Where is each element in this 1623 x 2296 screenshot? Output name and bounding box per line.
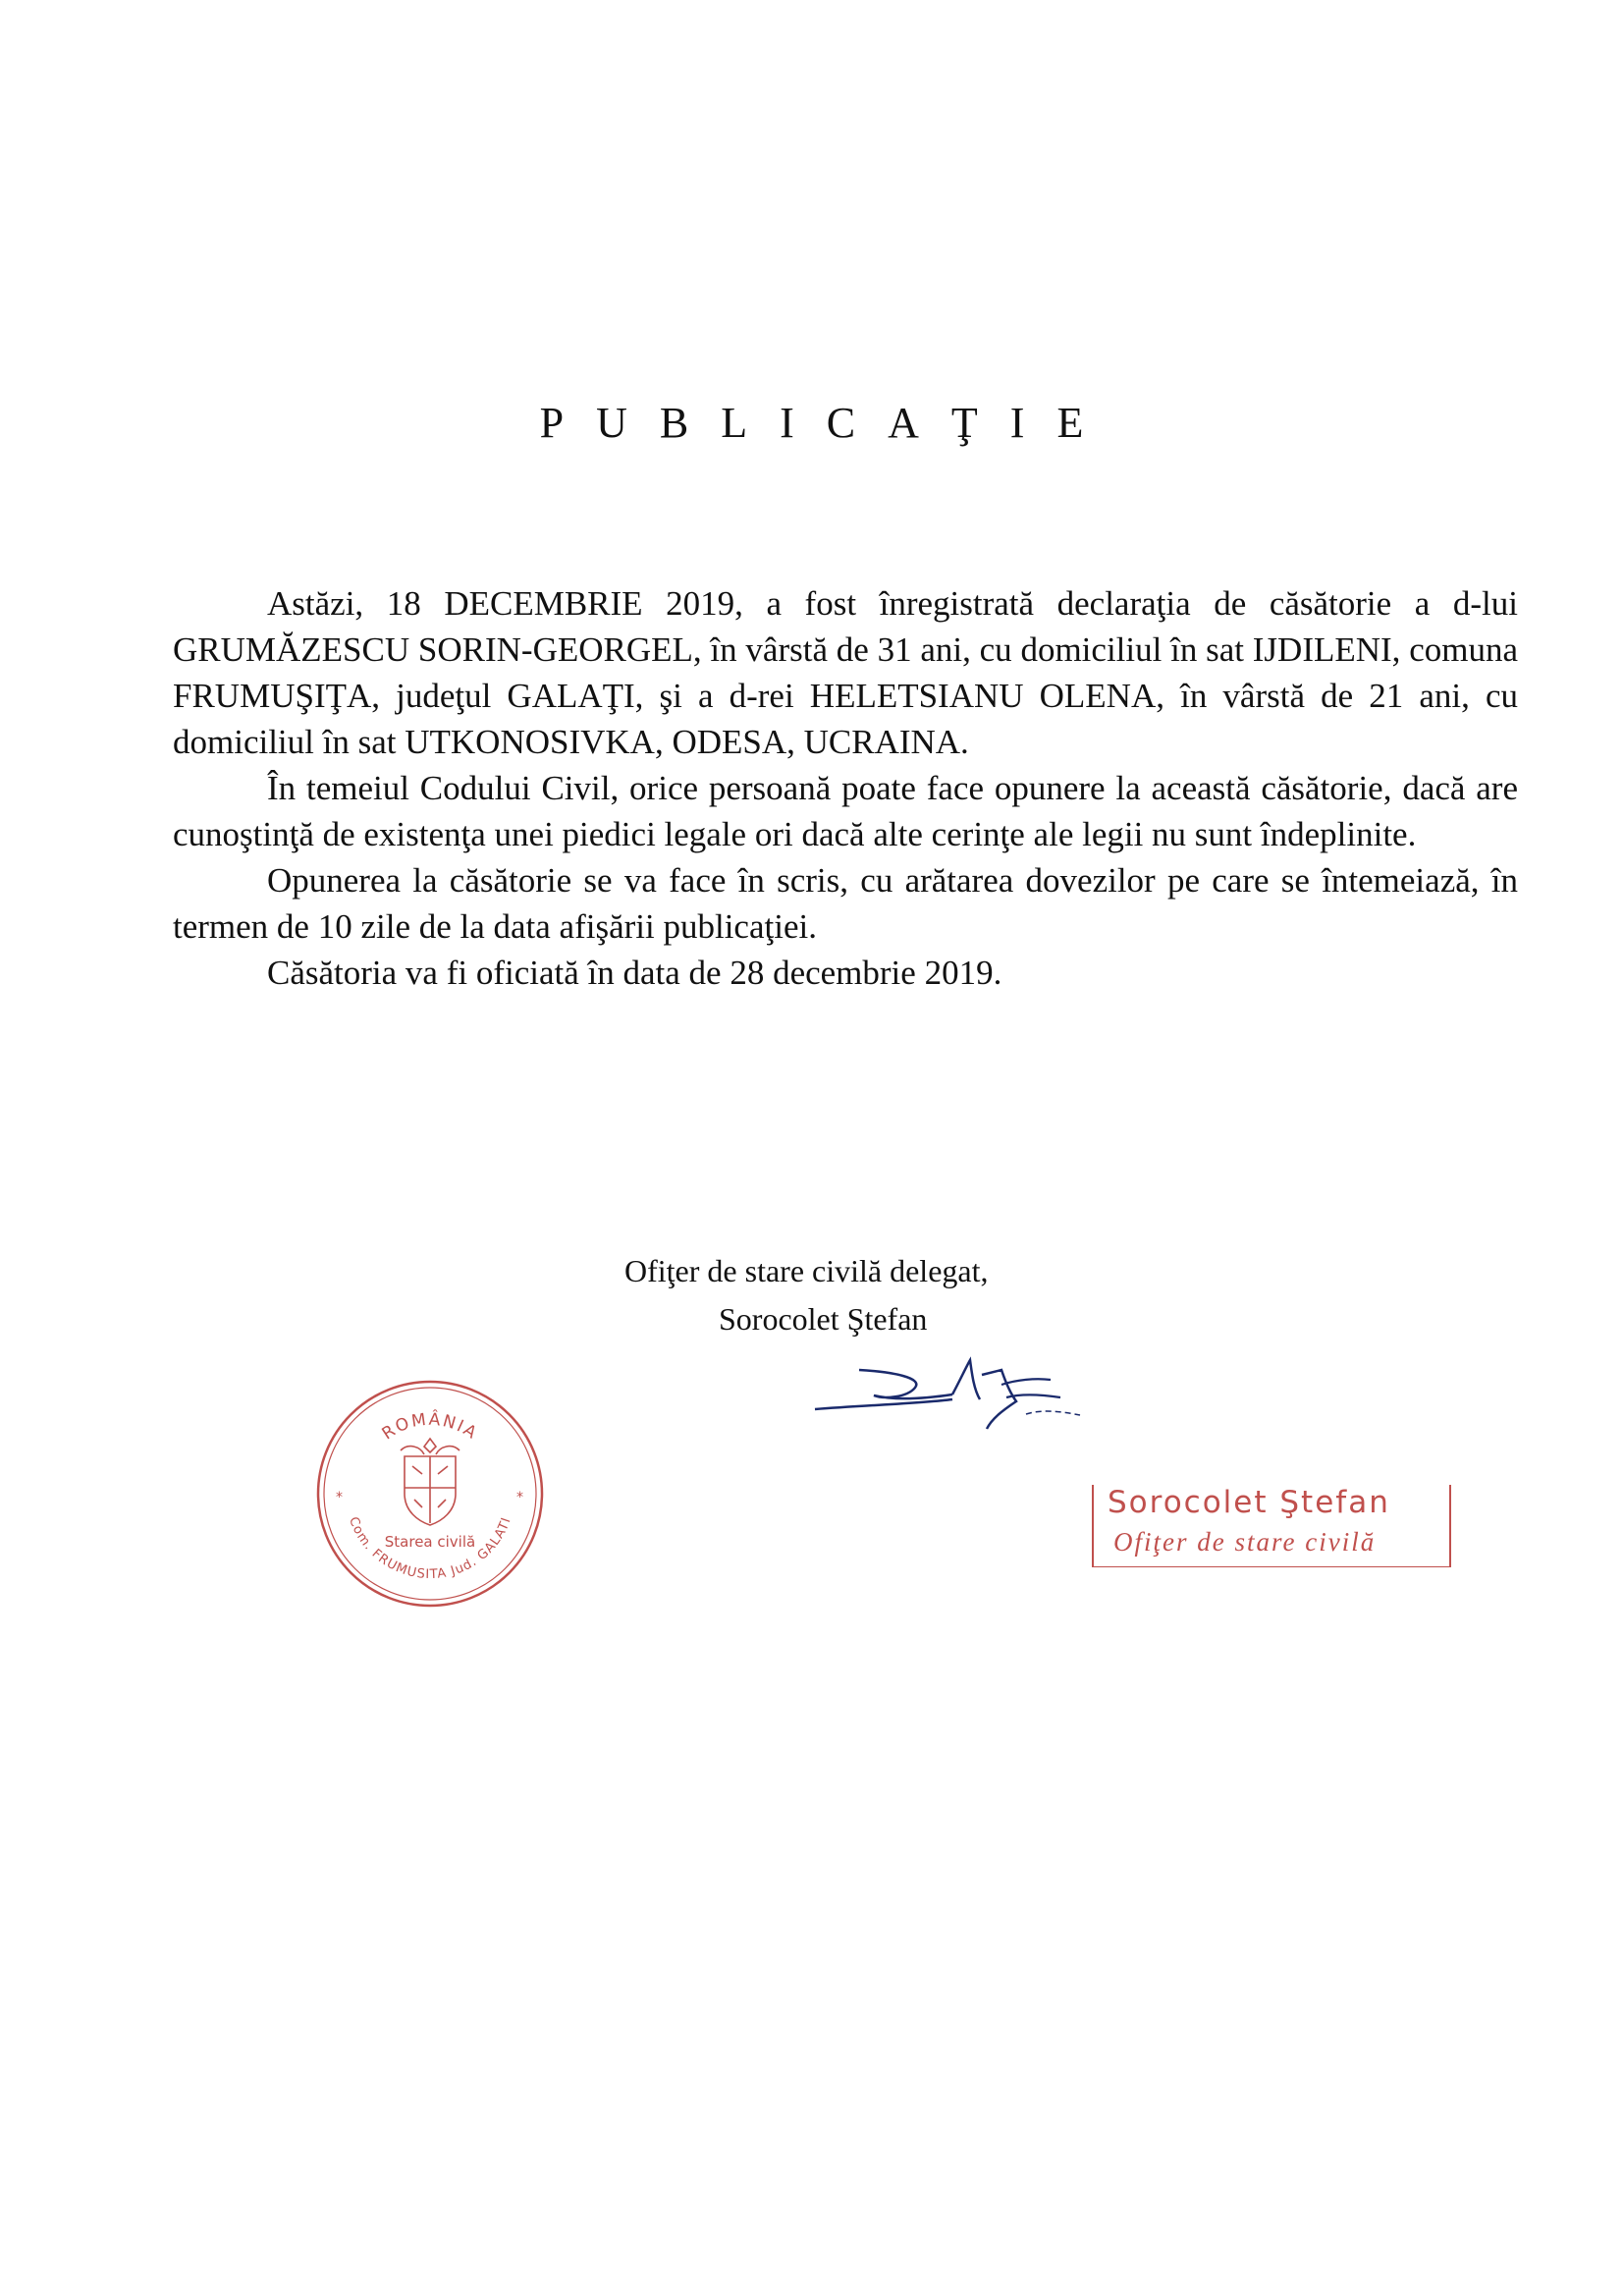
- handwritten-signature: [805, 1340, 1109, 1458]
- document-title: PUBLICAŢIE: [539, 399, 1116, 447]
- stamp-name: Sorocolet Ştefan: [1108, 1485, 1390, 1520]
- seal-bottom-text: Com. FRUMUSITA Jud. GALATI: [346, 1514, 514, 1583]
- seal-top-text: ROMÂNIA: [378, 1409, 482, 1445]
- stamp-role: Ofiţer de stare civilă: [1113, 1527, 1377, 1557]
- svg-text:*: *: [516, 1490, 523, 1505]
- signatory-title: Ofiţer de stare civilă delegat,: [624, 1253, 989, 1288]
- signatory-name: Sorocolet Ştefan: [719, 1301, 928, 1337]
- document-body: [173, 580, 1518, 996]
- seal-center-text: Starea civilă: [384, 1533, 476, 1551]
- svg-text:*: *: [336, 1490, 343, 1505]
- coat-of-arms-icon: [401, 1439, 460, 1525]
- paragraph-legal-basis: În temeiul Codului Civil, orice persoană poate face opunere la această căsătorie, dacă are cunoştinţă de existenţa unei piedici legale ori dacă alte cerinţe ale legii nu sunt îndeplinite.: [173, 769, 1518, 853]
- officer-stamp: [1092, 1485, 1451, 1567]
- paragraph-ceremony-date: Căsătoria va fi oficiată în data de 28 decembrie 2019.: [267, 954, 1002, 992]
- official-seal: [314, 1378, 546, 1610]
- paragraph-declaration: Astăzi, 18 DECEMBRIE 2019, a fost înregistrată declaraţia de căsătorie a d-lui GRUMĂZESCU SORIN-GEORGEL, în vârstă de 31 ani, cu domiciliul în sat IJDILENI, comuna FRUMUŞIŢA, judeţul GALAŢI, şi a d-rei HELETSIANU OLENA, în vârstă de 21 ani, cu domiciliul în sat UTKONOSIVKA, ODESA, UCRAINA.: [173, 584, 1518, 761]
- paragraph-opposition: Opunerea la căsătorie se va face în scris, cu arătarea dovezilor pe care se întemeiază, în termen de 10 zile de la data afişării publicaţiei.: [173, 861, 1518, 946]
